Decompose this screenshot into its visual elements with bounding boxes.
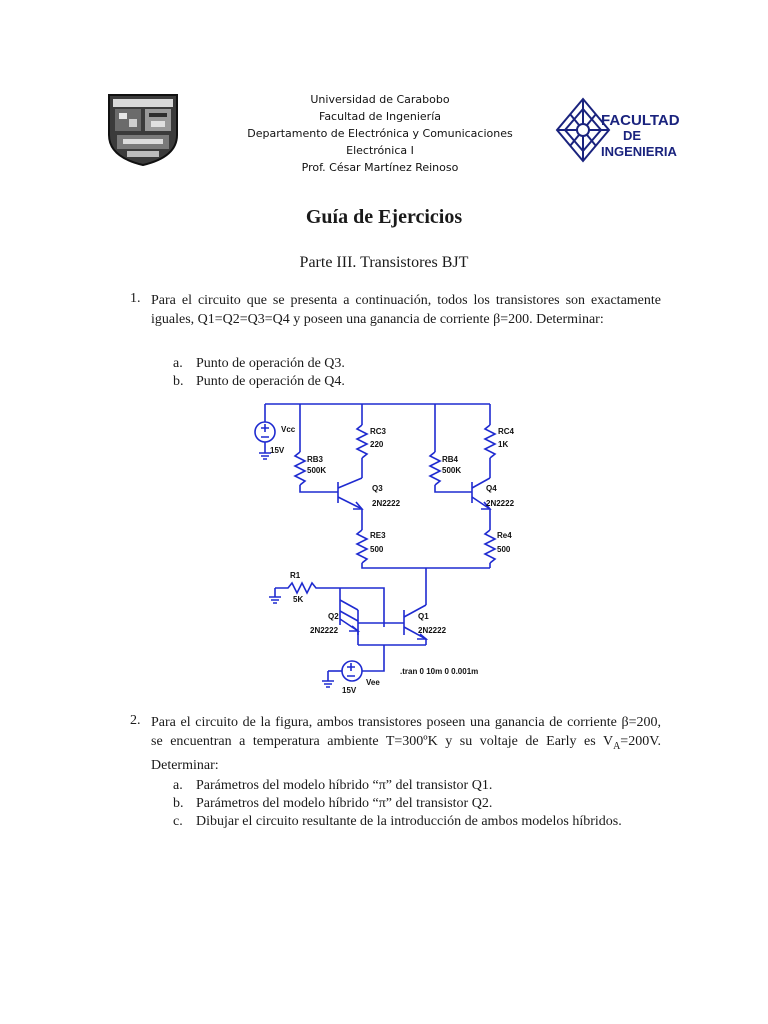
faculty-logo <box>553 95 680 165</box>
rc3-label: RC3 <box>370 427 387 436</box>
logo-text-facultad: FACULTAD <box>601 112 680 129</box>
rc3-value: 220 <box>370 440 384 449</box>
re4-label: Re4 <box>497 531 512 540</box>
q4-label: Q4 <box>486 484 497 493</box>
re3-value: 500 <box>370 545 384 554</box>
institution-header <box>230 91 530 176</box>
vee-value: 15V <box>342 686 357 695</box>
q1-item-b-text: Punto de operación de Q4. <box>196 374 345 389</box>
q3-label: Q3 <box>372 484 383 493</box>
rb3-label: RB3 <box>307 455 324 464</box>
q2-item-b-text: Parámetros del modelo híbrido “π” del transistor Q2. <box>196 796 493 811</box>
re4-value: 500 <box>497 545 511 554</box>
rc4-value: 1K <box>498 440 509 449</box>
faculty-name: Facultad de Ingeniería <box>319 110 441 123</box>
q2-label: Q2 <box>328 612 339 621</box>
q2-text-subscript: A <box>613 740 621 752</box>
question-2-number: 2. <box>130 713 141 728</box>
rb3-value: 500K <box>307 466 327 475</box>
vcc-value: 15V <box>270 446 285 455</box>
rb4-label: RB4 <box>442 455 459 464</box>
logo-text-ingenieria: INGENIERIA <box>601 144 677 159</box>
vee-label: Vee <box>366 678 380 687</box>
q2-item-a-text: Parámetros del modelo híbrido “π” del transistor Q1. <box>196 778 493 793</box>
q1-item-b-letter: b. <box>173 374 184 389</box>
q1-item-a-text: Punto de operación de Q3. <box>196 356 345 371</box>
q2-part: 2N2222 <box>310 626 339 635</box>
course-name: Electrónica I <box>346 144 414 157</box>
vcc-label: Vcc <box>281 425 296 434</box>
re3-label: RE3 <box>370 531 386 540</box>
r1-value: 5K <box>293 595 304 604</box>
rb4-value: 500K <box>442 466 462 475</box>
q2-item-c-letter: c. <box>173 814 183 829</box>
question-2-text <box>151 713 661 775</box>
q1-item-a-letter: a. <box>173 356 183 371</box>
department-name: Departamento de Electrónica y Comunicaciones <box>247 127 513 140</box>
q2-item-a-letter: a. <box>173 778 183 793</box>
q2-item-c-text: Dibujar el circuito resultante de la introducción de ambos modelos híbridos. <box>196 814 622 829</box>
question-1-text: Para el circuito que se presenta a continuación, todos los transistores son exactamente iguales, Q1=Q2=Q3=Q4 y poseen una ganancia de corriente β=200. Determinar: <box>151 293 661 327</box>
q4-part: 2N2222 <box>486 499 515 508</box>
part-title: Parte III. Transistores BJT <box>299 254 469 271</box>
logo-text-de: DE <box>623 128 642 143</box>
document-title: Guía de Ejercicios <box>305 206 463 228</box>
question-1-number: 1. <box>130 291 141 306</box>
university-name: Universidad de Carabobo <box>310 93 450 106</box>
sim-directive: .tran 0 10m 0 0.001m <box>400 667 479 676</box>
q3-part: 2N2222 <box>372 499 401 508</box>
professor-name: Prof. César Martínez Reinoso <box>301 161 459 174</box>
q1-label: Q1 <box>418 612 429 621</box>
q2-item-b-letter: b. <box>173 796 184 811</box>
r1-label: R1 <box>290 571 301 580</box>
university-seal-logo <box>107 93 179 166</box>
q1-part: 2N2222 <box>418 626 447 635</box>
q2-text-part1: Para el circuito de la figura, ambos transistores poseen una ganancia de corriente β=200, se encuentran a temperatura ambiente T=300ºK y su voltaje de Early es V <box>151 715 661 749</box>
rc4-label: RC4 <box>498 427 515 436</box>
q2-text-part2: =200V. Determinar: <box>151 734 661 773</box>
circuit-schematic <box>250 395 520 695</box>
